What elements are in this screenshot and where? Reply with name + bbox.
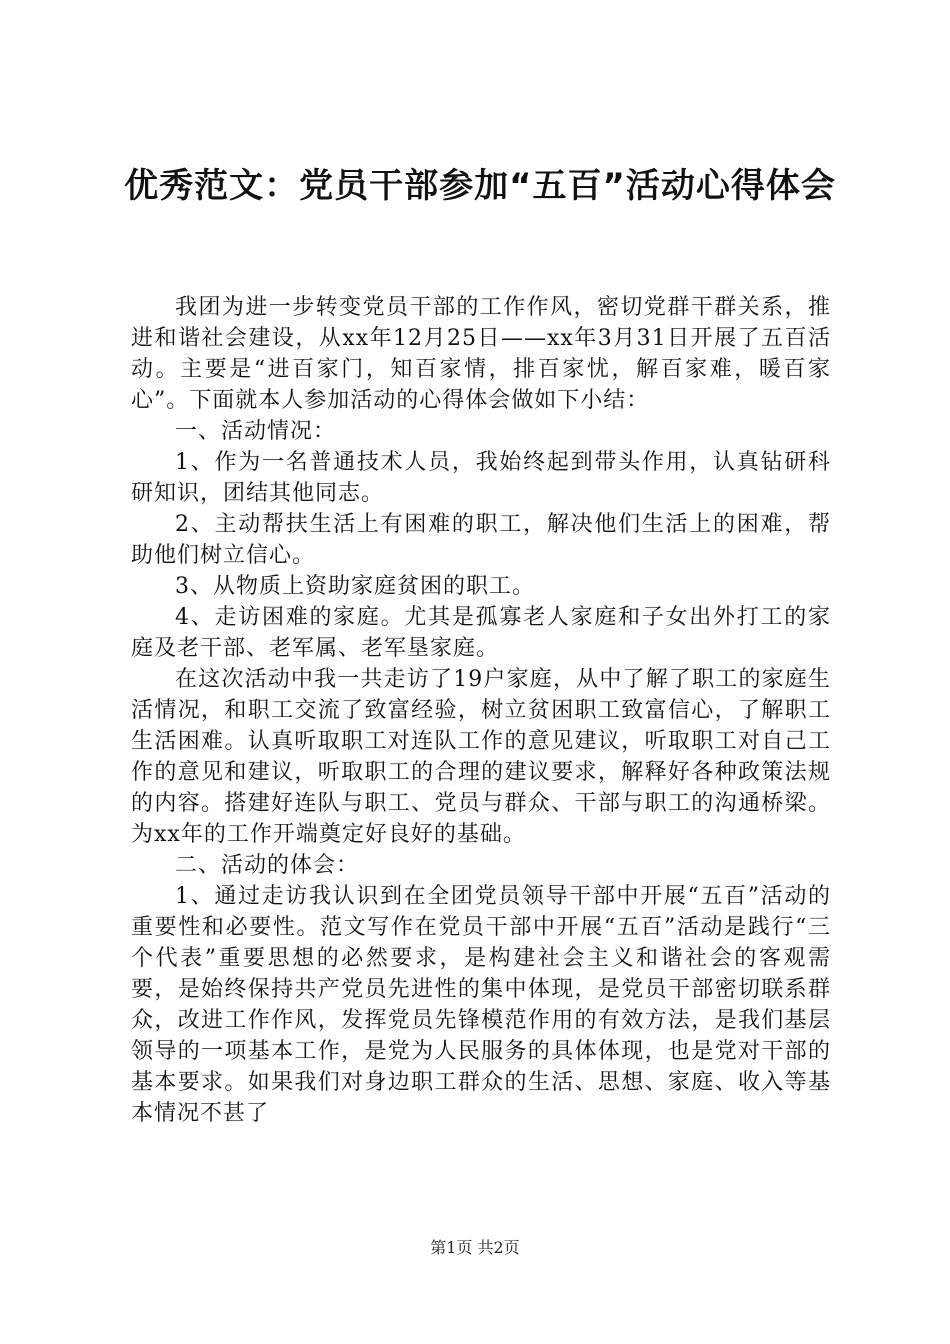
section-heading-activity: 一、活动情况：	[175, 419, 337, 444]
paragraph-experience-1: 1、通过走访我认识到在全团党员领导干部中开展“五百”活动的重要性和必要性。范文写作在党员干部中开展“五百”活动是践行“三个代表”重要思想的必然要求，是构建社会主义和谐社会的客观需要，是始终保持共产党员先进性的集中体现，是党员干部密切联系群众，改进工作作风，发挥党员先锋模范作用的有效方法，是我们基层领导的一项基本工作，是党为人民服务的具体体现，也是党对干部的基本要求。如果我们对身边职工群众的生活、思想、家庭、收入等基本情况不甚了	[131, 884, 831, 1126]
paragraph-item-2: 2、主动帮扶生活上有困难的职工，解决他们生活上的困难，帮助他们树立信心。	[131, 512, 831, 568]
section-heading-experience: 二、活动的体会：	[175, 853, 360, 878]
page-footer: 第1页 共2页	[430, 1238, 520, 1257]
paragraph-item-3: 3、从物质上资助家庭贫困的职工。	[175, 574, 535, 599]
paragraph-intro: 我团为进一步转变党员干部的工作作风，密切党群干群关系，推进和谐社会建设，从xx年12月25日——xx年3月31日开展了五百活动。主要是“进百家门，知百家情，排百家忧，解百家难，暖百家心”。下面就本人参加活动的心得体会做如下小结：	[131, 295, 831, 413]
paragraph-visit-summary: 在这次活动中我一共走访了19户家庭，从中了解了职工的家庭生活情况，和职工交流了致富经验，树立贫困职工致富信心，了解职工生活困难。认真听取职工对连队工作的意见建议，听取职工对自己工作的意见和建议，听取职工的合理的建议要求，解释好各种政策法规的内容。搭建好连队与职工、党员与群众、干部与职工的沟通桥梁。为xx年的工作开端奠定好良好的基础。	[131, 667, 831, 847]
document-title: 优秀范文：党员干部参加“五百”活动心得体会	[124, 166, 836, 206]
paragraph-item-4: 4、走访困难的家庭。尤其是孤寡老人家庭和子女出外打工的家庭及老干部、老军属、老军垦家庭。	[131, 605, 831, 661]
document-body	[131, 292, 831, 1129]
paragraph-item-1: 1、作为一名普通技术人员，我始终起到带头作用，认真钻研科研知识，团结其他同志。	[131, 450, 831, 506]
